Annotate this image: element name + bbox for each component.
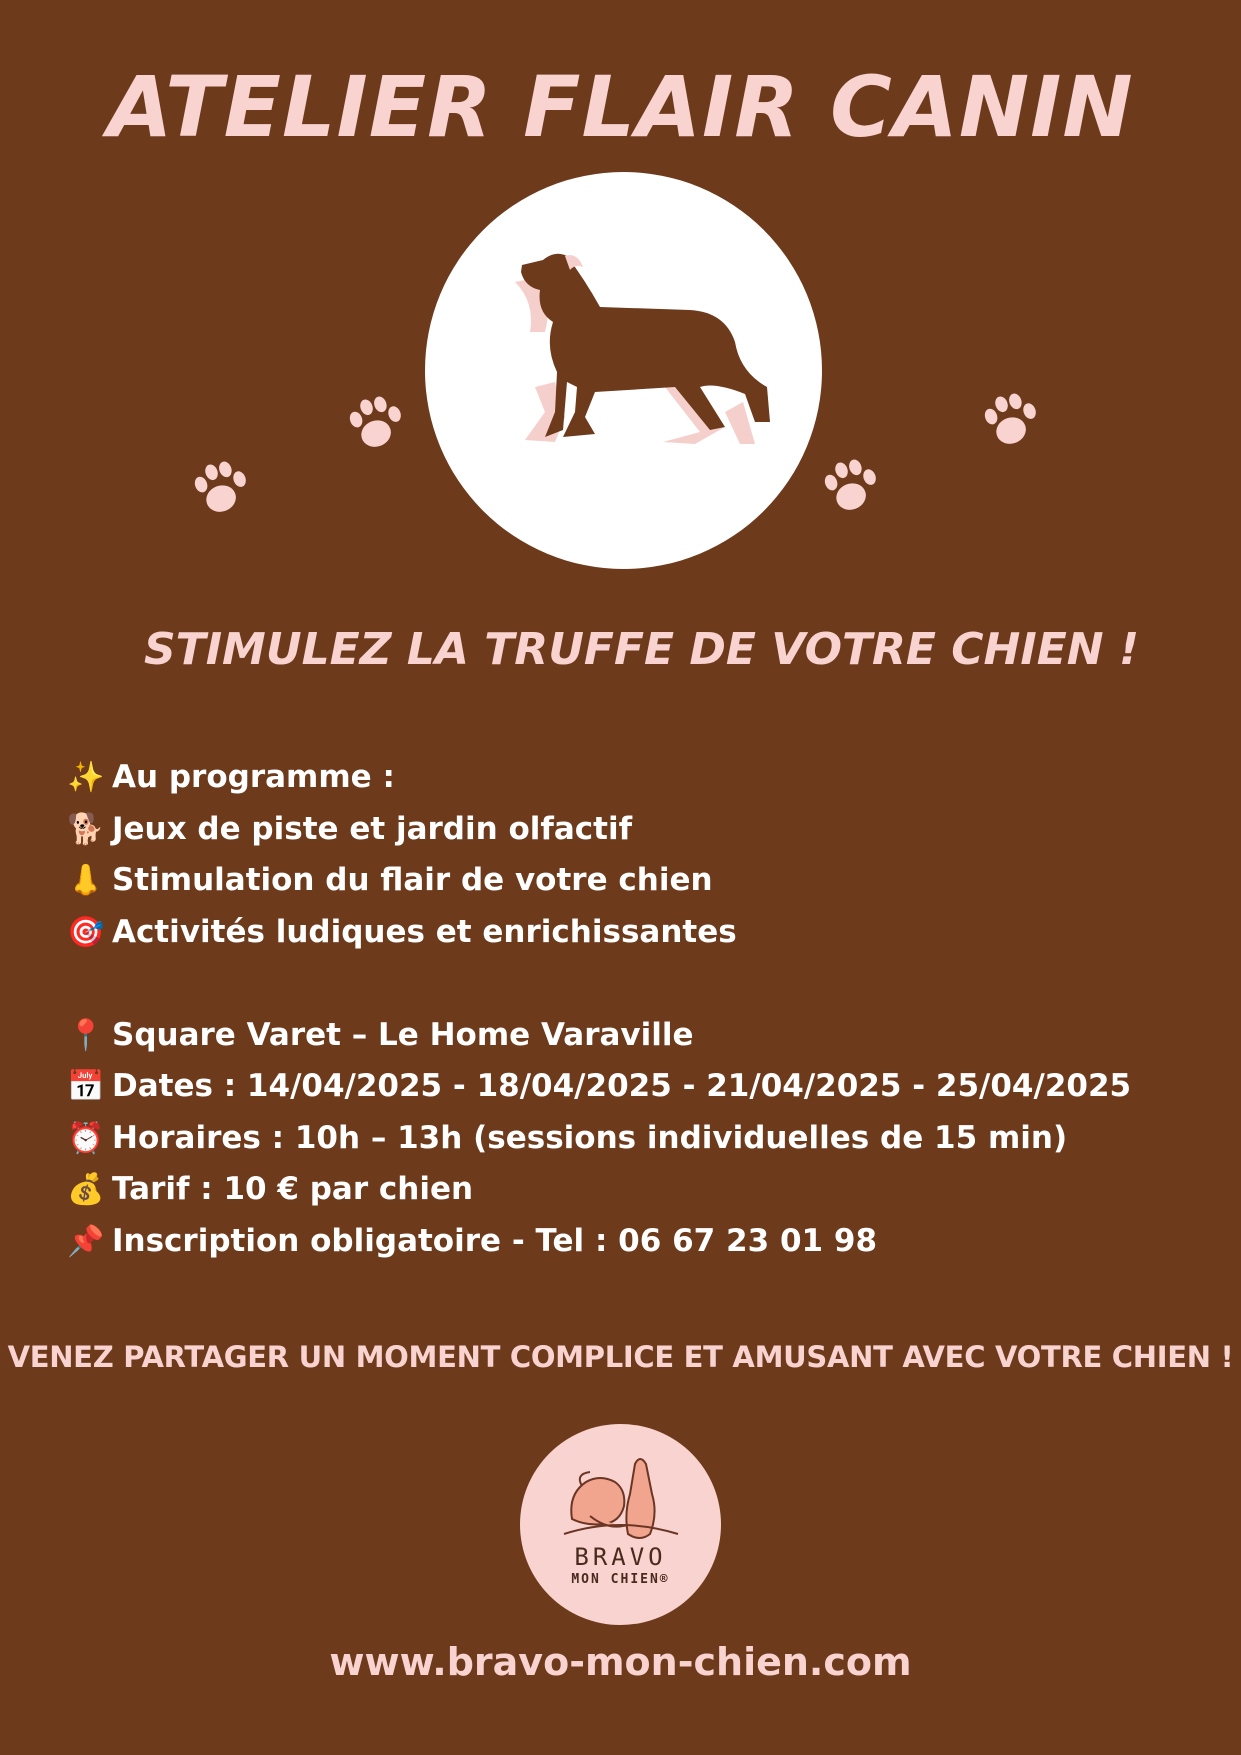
program-heading-text: Au programme :	[112, 759, 395, 795]
dog-icon: 🐕	[67, 811, 105, 847]
dates-text: Dates : 14/04/2025 - 18/04/2025 - 21/04/2025 - 25/04/2025	[112, 1068, 1132, 1104]
dates-line	[66, 1061, 1226, 1113]
location-line	[66, 1010, 1226, 1062]
location-text: Square Varet – Le Home Varaville	[112, 1016, 694, 1053]
list-item	[66, 855, 1226, 907]
price-line	[66, 1164, 1226, 1216]
poster-subtitle: STIMULEZ LA TRUFFE DE VOTRE CHIEN !	[143, 624, 1140, 675]
location-pin-icon: 📍	[67, 1017, 105, 1053]
list-item-text: Activités ludiques et enrichissantes	[112, 913, 737, 950]
paw-print-icon	[343, 388, 415, 460]
registration-line	[66, 1216, 1226, 1268]
price-text: Tarif : 10 € par chien	[112, 1171, 474, 1207]
alarm-clock-icon: ⏰	[67, 1120, 105, 1156]
paw-print-icon	[978, 385, 1050, 457]
dog-high-five-icon	[520, 1424, 721, 1625]
logo-text-mon-chien: MON CHIEN®	[571, 1572, 670, 1587]
list-item	[66, 907, 1226, 959]
brand-logo	[520, 1424, 721, 1625]
pushpin-icon: 📌	[67, 1223, 105, 1259]
poster-title: ATELIER FLAIR CANIN	[107, 58, 1134, 156]
info-list	[66, 752, 1226, 1267]
list-item-text: Jeux de piste et jardin olfactif	[112, 810, 633, 847]
registration-text: Inscription obligatoire - Tel : 06 67 23 01 98	[112, 1222, 878, 1259]
sparkles-icon: ✨	[67, 760, 105, 795]
target-icon: 🎯	[67, 914, 105, 950]
dog-illustration-circle	[425, 172, 822, 569]
hours-text: Horaires : 10h – 13h (sessions individuelles de 15 min)	[112, 1119, 1068, 1156]
calendar-icon: 📅	[67, 1069, 105, 1104]
hours-line	[66, 1113, 1226, 1165]
nose-icon: 👃	[67, 863, 105, 898]
paw-print-icon	[188, 453, 260, 525]
program-heading	[66, 752, 1226, 804]
dog-silhouette-icon	[425, 172, 822, 569]
money-bag-icon: 💰	[67, 1172, 105, 1207]
call-to-action: VENEZ PARTAGER UN MOMENT COMPLICE ET AMUSANT AVEC VOTRE CHIEN !	[7, 1340, 1234, 1374]
paw-print-icon	[818, 451, 890, 523]
logo-text-bravo: BRAVO	[574, 1543, 667, 1571]
website-link[interactable]: www.bravo-mon-chien.com	[329, 1640, 912, 1684]
list-item-text: Stimulation du flair de votre chien	[112, 862, 713, 898]
list-item	[66, 804, 1226, 856]
